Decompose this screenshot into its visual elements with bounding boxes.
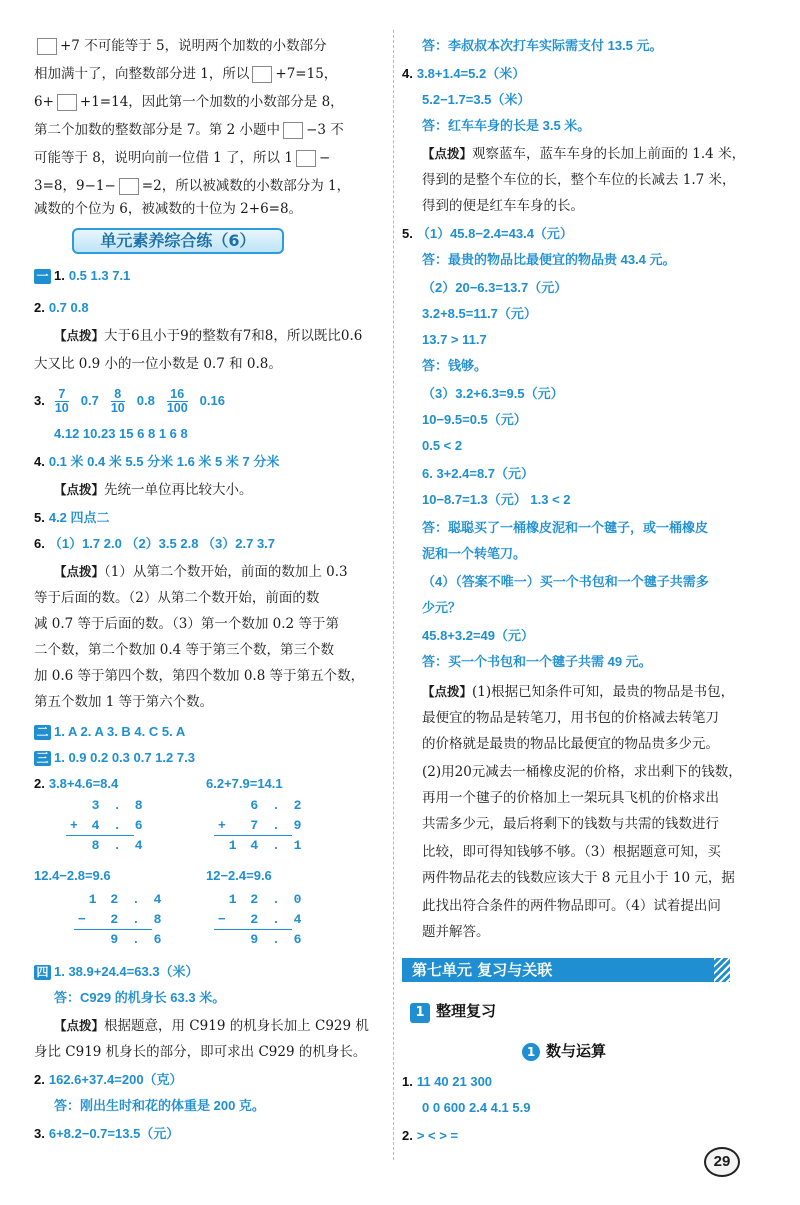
r-line: （3）3.2+6.3=9.5（元） bbox=[422, 386, 564, 401]
tip-r5: 此找出符合条件的两件物品即可。（4）试着提出问 bbox=[422, 898, 721, 914]
tip-3e: 加 0.6 等于第四个数，第四个数加 0.8 等于第五个数， bbox=[34, 668, 365, 684]
subsection-heading: 1 数与运算 bbox=[522, 1040, 606, 1061]
s4-q1: 四 1. 38.9+24.4=63.3（米） bbox=[34, 962, 199, 982]
r-line: 3.2+8.5=11.7（元） bbox=[422, 306, 537, 321]
tip-r5: 再用一个毽子的价格加上一架玩具飞机的价格求出 bbox=[422, 790, 719, 806]
tip-r4b: 得到的是整个车位的长，整个车位的长减去 1.7 米， bbox=[422, 172, 736, 188]
tip-r5: 最便宜的物品是转笔刀，用书包的价格减去转笔刀 bbox=[422, 710, 719, 726]
intro-line: 6+ +1=14，因此第一个加数的小数部分是 8， bbox=[34, 94, 344, 110]
blank-box bbox=[119, 178, 139, 195]
calc-equation: 12−2.4=9.6 bbox=[206, 868, 272, 883]
s3-q1: 三 1. 0.9 0.2 0.3 0.7 1.2 7.3 bbox=[34, 748, 195, 768]
tip-r4c: 得到的便是红车车身的长。 bbox=[422, 198, 584, 214]
tip-r5: 共需多少元，最后将剩下的钱数与共需的钱数进行 bbox=[422, 816, 719, 832]
blank-box bbox=[283, 122, 303, 139]
r-line: （4）（答案不唯一）买一个书包和一个毽子共需多 bbox=[422, 574, 709, 589]
calc-equation: 6.2+7.9=14.1 bbox=[206, 776, 283, 791]
fraction: $\frac{8}{10}$ bbox=[110, 387, 125, 415]
tip-r5: 比较，即可得知钱够不够。（3）根据题意可知，买 bbox=[422, 844, 721, 860]
review-q1: 1. 11 40 21 300 bbox=[402, 1074, 493, 1089]
column-divider bbox=[393, 30, 394, 1160]
tip-3b: 等于后面的数。（2）从第二个数开始，前面的数 bbox=[34, 590, 320, 606]
tip-2: 【点拨】先统一单位再比较大小。 bbox=[54, 482, 253, 498]
tip-4b: 身比 C919 机身长的部分，即可求出 C929 的机身长。 bbox=[34, 1044, 367, 1060]
intro-line: 减数的个位为 6，被减数的十位为 2+6=8。 bbox=[34, 201, 303, 217]
blank-box bbox=[252, 66, 272, 83]
q6: 6. （1）1.7 2.0 （2）3.5 2.8 （3）2.7 3.7 bbox=[34, 536, 276, 551]
tip-3: 【点拨】（1）从第二个数开始，前面的数加上 0.3 bbox=[54, 564, 348, 580]
r-line: 泥和一个转笔刀。 bbox=[422, 546, 527, 561]
page-number: 29 bbox=[704, 1147, 740, 1177]
tip-3f: 第五个数加 1 等于第六个数。 bbox=[34, 694, 214, 710]
tip-4: 【点拨】根据题意，用 C919 的机身长加上 C929 机 bbox=[54, 1018, 369, 1034]
section-title: 单元素养综合练（6） bbox=[72, 228, 284, 254]
tip-r5: 题并解答。 bbox=[422, 924, 490, 940]
r-line: 答：聪聪买了一桶橡皮泥和一个毽子，或一桶橡皮 bbox=[422, 520, 709, 535]
intro-line: +7 不可能等于 5，说明两个加数的小数部分 bbox=[34, 36, 327, 56]
r-line: 13.7 > 11.7 bbox=[422, 332, 487, 347]
r-line: 10−9.5=0.5（元） bbox=[422, 412, 527, 427]
tip-r5: 的价格就是最贵的物品比最便宜的物品贵多少元。 bbox=[422, 736, 719, 752]
intro-line: 可能等于 8，说明向前一位借 1 了，所以 1 − bbox=[34, 150, 331, 166]
r-q4b: 5.2−1.7=3.5（米） bbox=[422, 92, 531, 107]
fraction: $\frac{16}{100}$ bbox=[166, 387, 188, 415]
s4-q2: 2. 162.6+37.4=200（克） bbox=[34, 1072, 183, 1087]
q4: 4. 0.1 米 0.4 米 5.5 分米 1.6 米 5 米 7 分米 bbox=[34, 454, 280, 469]
s4-a2: 答：刚出生时和花的体重是 200 克。 bbox=[54, 1098, 265, 1113]
intro-line: 第二个加数的整数部分是 7。第 2 小题中 −3 不 bbox=[34, 122, 344, 138]
s1-q2: 2. 0.7 0.8 bbox=[34, 300, 89, 315]
r-line: 答：钱够。 bbox=[422, 358, 488, 373]
intro-line: 3=8，9−1− =2，所以被减数的小数部分为 1， bbox=[34, 178, 351, 194]
blank-box bbox=[37, 38, 57, 55]
review-q2: 2. > < > = bbox=[402, 1128, 459, 1143]
tip-3d: 二个数，第二个数加 0.4 等于第三个数，第三个数 bbox=[34, 642, 335, 658]
q3-fractions: 3. $\frac{7}{10}$ 0.7 $\frac{8}{10}$ 0.8 $\frac{16}{100}$ 0.16 bbox=[34, 387, 225, 415]
q3-line2: 4.12 10.23 15 6 8 1 6 8 bbox=[54, 426, 188, 441]
intro-line: 相加满十了，向整数部分进 1，所以 +7=15， bbox=[34, 66, 338, 82]
fraction: $\frac{7}{10}$ bbox=[54, 387, 69, 415]
section-badge: 一 bbox=[34, 269, 51, 284]
tip-1b: 大又比 0.9 小的一位小数是 0.7 和 0.8。 bbox=[34, 356, 282, 372]
q5: 5. 4.2 四点二 bbox=[34, 510, 110, 525]
tip-1: 【点拨】大于6且小于9的整数有7和8，所以既比0.6 bbox=[54, 328, 363, 344]
answer-page: +7 不可能等于 5，说明两个加数的小数部分 相加满十了，向整数部分进 1，所以 +7=15， 6+ +1=14，因此第一个加数的小数部分是 8， 第二个加数的整数部分是 7。第 2 小题中 −3 不 可能等于 8，说明向前一位借 1 了，所以 1 − 3=8，9−1− =2，所以被减数的小数部分为 1， 减数的个位为 6，被减数的十位为 2+6=8。 单元素养综合练（6） 一 1. 0.5 1.3 7.1 2. 0.7 0.8 【点拨】大于6且小于9的整数有7和8，所以既比0.6 大又比 0.9 小的一位小数是 0.7 和 0.8。 3. $\frac{7}{10}$ 0.7 $\frac{8}{10}$ 0.8 $\frac{16}{100}$ 0.16 4.12 10.23 15 6 8 1 6 8 4. 0.1 米 0.4 米 5.5 分米 1.6 米 5 米 7 分米 【点拨】先统一单位再比较大小。 5. 4.2 四点二 6. （1）1.7 2.0 （2）3.5 2.8 （3）2.7 3.7 【点拨】（1）从第二个数开始，前面的数加上 0.3 等于后面的数。（2）从第二个数开始，前面的数 减 0.7 等于后面的数。（3）第一个数加 0.2 等于第 二个数，第二个数加 0.4 等于第三个数，第三个数 加 0.6 等于第四个数，第四个数加 0.8 等于第五个数， 第五个数加 1 等于第六个数。 二 1. A 2. A 3. B 4. C 5. A 三 1. 0.9 0.2 0.3 0.7 1.2 7.3 2. 3.8+4.6=8.4 6.2+7.9=14.1 3 . 8 + 4 . 6 8 . 4 6 . 2 + 7 . 9 1 4 . 1 12.4−2.8=9.6 12−2.4=9.6 1 2 . 4 − 2 . 8 9 . 6 1 2 . 0 − 2 . 4 9 . 6 四 1. 38.9+24.4=63.3（米） 答：C929 的机身长 63.3 米。 【点拨】根据题意，用 C919 的机身长加上 C929 机 身比 C919 机身长的部分，即可求出 C929 的机身长。 2. 162.6+37.4=200（克） 答：刚出生时和花的体重是 200 克。 3. 6+8.2−0.7=13.5（元） 答：李叔叔本次打车实际需支付 13.5 元。 4. 3.8+1.4=5.2（米） 5.2−1.7=3.5（米） 答：红车车身的长是 3.5 米。 【点拨】观察蓝车，蓝车车身的长加上前面的 1.4 米， 得到的是整个车位的长，整个车位的长减去 1.7 米， 得到的便是红车车身的长。 5. （1）45.8−2.4=43.4（元） 答：最贵的物品比最便宜的物品贵 43.4 元。 （2）20−6.3=13.7（元） 3.2+8.5=11.7（元） 13.7 > 11.7 答：钱够。 （3）3.2+6.3=9.5（元） 10−9.5=0.5（元） 0.5 < 2 6. 3+2.4=8.7（元） 10−8.7=1.3（元） 1.3 < 2 答：聪聪买了一桶橡皮泥和一个毽子，或一桶橡皮 泥和一个转笔刀。 （4）（答案不唯一）买一个书包和一个毽子共需多 少元？ 45.8+3.2=49（元） 答：买一个书包和一个毽子共需 49 元。 【点拨】(1)根据已知条件可知，最贵的物品是书包， 最便宜的物品是转笔刀，用书包的价格减去转笔刀 的价格就是最贵的物品比最便宜的物品贵多少元。 (2)用20元减去一桶橡皮泥的价格，求出剩下的钱数， 再用一个毽子的价格加上一架玩具飞机的价格求出 共需多少元，最后将剩下的钱数与共需的钱数进行 比较，即可得知钱够不够。（3）根据题意可知，买 两件物品花去的钱数应该大于 8 元且小于 10 元，据 此找出符合条件的两件物品即可。（4）试着提出问 题并解答。 第七单元 复习与关联 1 整理复习 1 数与运算 1. 11 40 21 300 0 0 600 2.4 4.1 5.9 2. > < > = 29 bbox=[0, 0, 800, 1205]
tip-r5: 两件物品花去的钱数应该大于 8 元且小于 10 元，据 bbox=[422, 870, 735, 886]
r-line: 少元？ bbox=[422, 600, 462, 615]
section-badge: 四 bbox=[34, 965, 51, 980]
r-q4: 4. 3.8+1.4=5.2（米） bbox=[402, 66, 526, 81]
r-line: 45.8+3.2=49（元） bbox=[422, 628, 535, 643]
unit-banner: 第七单元 复习与关联 bbox=[402, 958, 730, 982]
section-badge: 三 bbox=[34, 751, 51, 766]
blank-box bbox=[296, 150, 316, 167]
r-line: 10−8.7=1.3（元） 1.3 < 2 bbox=[422, 492, 571, 507]
review-heading: 1 整理复习 bbox=[410, 1000, 496, 1023]
banner-stripe bbox=[714, 958, 730, 982]
r-q5: 5. （1）45.8−2.4=43.4（元） bbox=[402, 226, 573, 241]
tip-3c: 减 0.7 等于后面的数。（3）第一个数加 0.2 等于第 bbox=[34, 616, 339, 632]
r-line: 6. 3+2.4=8.7（元） bbox=[422, 466, 535, 481]
review-q1b: 0 0 600 2.4 4.1 5.9 bbox=[422, 1100, 531, 1115]
r-line: （2）20−6.3=13.7（元） bbox=[422, 280, 568, 295]
s2-answers: 二 1. A 2. A 3. B 4. C 5. A bbox=[34, 722, 185, 742]
tip-r5: 【点拨】(1)根据已知条件可知，最贵的物品是书包， bbox=[422, 684, 735, 700]
s1-q1: 一 1. 0.5 1.3 7.1 bbox=[34, 266, 130, 286]
calc-equation: 12.4−2.8=9.6 bbox=[34, 868, 111, 883]
r-line: 答：最贵的物品比最便宜的物品贵 43.4 元。 bbox=[422, 252, 676, 267]
tip-r5: (2)用20元减去一桶橡皮泥的价格，求出剩下的钱数， bbox=[422, 764, 742, 780]
section-badge: 二 bbox=[34, 725, 51, 740]
r-line: 0.5 < 2 bbox=[422, 438, 463, 453]
r-line: 答：买一个书包和一个毽子共需 49 元。 bbox=[422, 654, 652, 669]
r-q4c: 答：红车车身的长是 3.5 米。 bbox=[422, 118, 591, 133]
calc-equation: 2. 3.8+4.6=8.4 bbox=[34, 776, 119, 791]
s4-q3: 3. 6+8.2−0.7=13.5（元） bbox=[34, 1126, 180, 1141]
s4-a1: 答：C929 的机身长 63.3 米。 bbox=[54, 990, 226, 1005]
r-answer: 答：李叔叔本次打车实际需支付 13.5 元。 bbox=[422, 38, 663, 53]
tip-r4: 【点拨】观察蓝车，蓝车车身的长加上前面的 1.4 米， bbox=[422, 146, 746, 162]
blank-box bbox=[57, 94, 77, 111]
